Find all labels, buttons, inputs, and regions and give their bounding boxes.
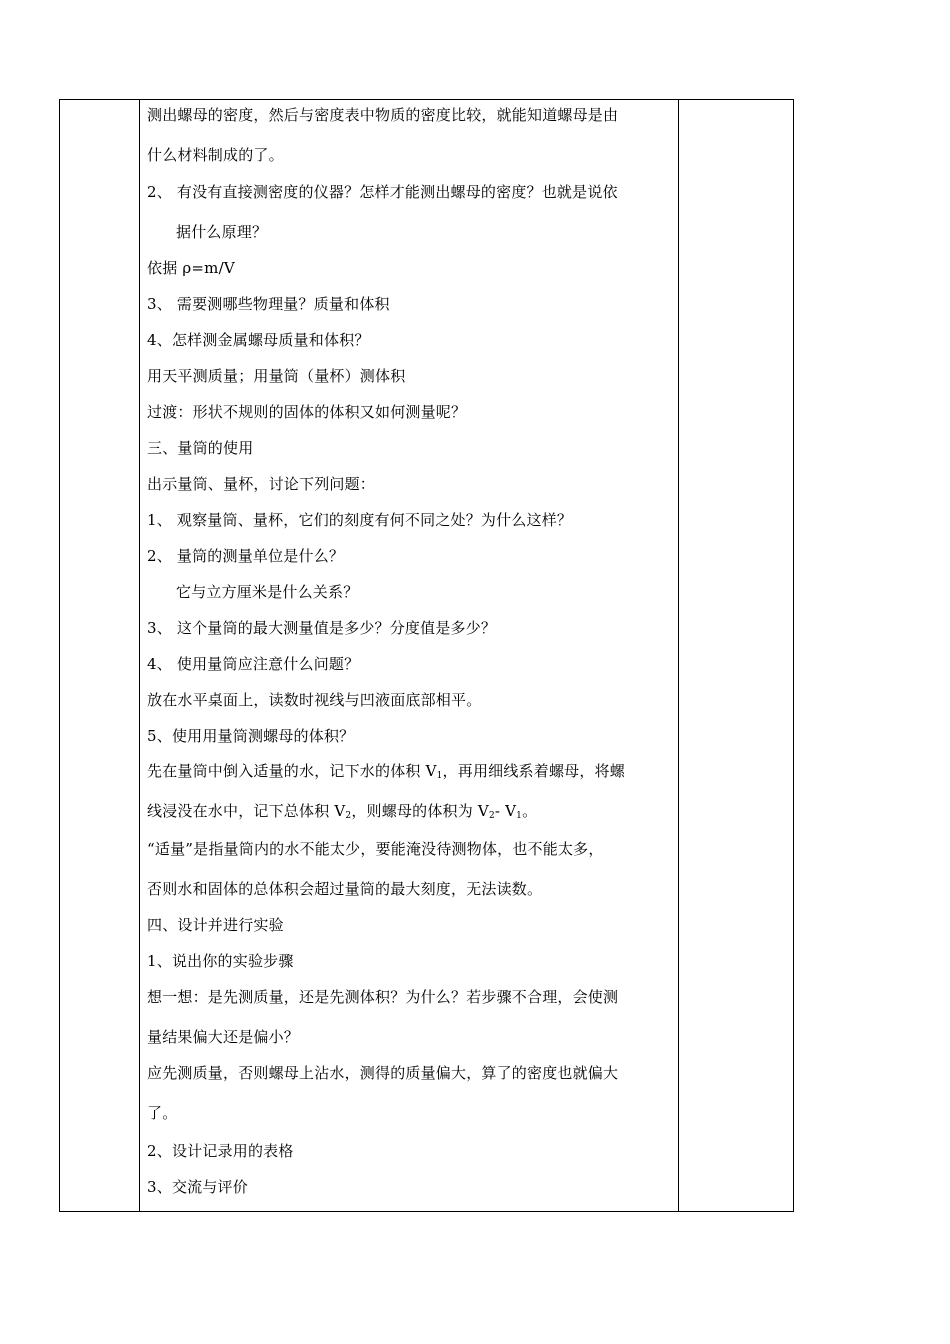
text-line: 2、 有没有直接测密度的仪器？怎样才能测出螺母的密度？也就是说依 <box>147 183 618 201</box>
text-line: 过渡：形状不规则的固体的体积又如何测量呢？ <box>147 403 467 421</box>
text-line: 用天平测质量；用量筒（量杯）测体积 <box>147 367 406 385</box>
text-line: 什么材料制成的了。 <box>147 146 284 164</box>
text-line: 依据 ρ=m/V <box>147 259 235 277</box>
text-line: 1、 观察量筒、量杯，它们的刻度有何不同之处？为什么这样？ <box>147 511 573 529</box>
text-line: 了。 <box>147 1104 178 1122</box>
text-line: 测出螺母的密度，然后与密度表中物质的密度比较，就能知道螺母是由 <box>147 106 619 124</box>
section-heading: 四、设计并进行实验 <box>147 916 284 934</box>
text-line: 据什么原理？ <box>176 223 268 241</box>
text-line: 放在水平桌面上，读数时视线与凹液面底部相平。 <box>147 691 482 709</box>
text-line-with-subscript: 线浸没在水中，记下总体积 $V_2$，则螺母的体积为 $V_2-$ $V_1$。 <box>147 802 538 821</box>
text-line: 应先测质量，否则螺母上沾水，测得的质量偏大，算了的密度也就偏大 <box>147 1064 619 1082</box>
text-line: “适量”是指量筒内的水不能太少，要能淹没待测物体，也不能太多， <box>147 840 604 858</box>
text-line: 2、 量筒的测量单位是什么？ <box>147 547 345 565</box>
left-column-divider <box>139 100 140 1211</box>
text-line-with-subscript: 先在量筒中倒入适量的水，记下水的体积 $V_1$，再用细线系着螺母，将螺 <box>147 762 625 781</box>
text-line: 它与立方厘米是什么关系？ <box>176 583 359 601</box>
text-line: 5、使用用量筒测螺母的体积？ <box>147 727 355 745</box>
text-line: 3、交流与评价 <box>147 1178 248 1196</box>
text-line: 3、 需要测哪些物理量？质量和体积 <box>147 295 390 313</box>
text-line: 想一想：是先测质量，还是先测体积？为什么？若步骤不合理，会使测 <box>147 988 619 1006</box>
text-line: 否则水和固体的总体积会超过量筒的最大刻度，无法读数。 <box>147 880 543 898</box>
section-heading: 三、量筒的使用 <box>147 439 254 457</box>
text-line: 1、说出你的实验步骤 <box>147 952 294 970</box>
text-line: 量结果偏大还是偏小？ <box>147 1028 300 1046</box>
text-line: 4、怎样测金属螺母质量和体积？ <box>147 331 370 349</box>
text-line: 2、设计记录用的表格 <box>147 1142 294 1160</box>
right-column-divider <box>678 100 679 1211</box>
text-line: 出示量筒、量杯，讨论下列问题： <box>147 475 376 493</box>
text-line: 4、 使用量筒应注意什么问题？ <box>147 655 360 673</box>
lesson-table <box>59 99 794 1212</box>
text-line: 3、 这个量筒的最大测量值是多少？分度值是多少？ <box>147 619 497 637</box>
